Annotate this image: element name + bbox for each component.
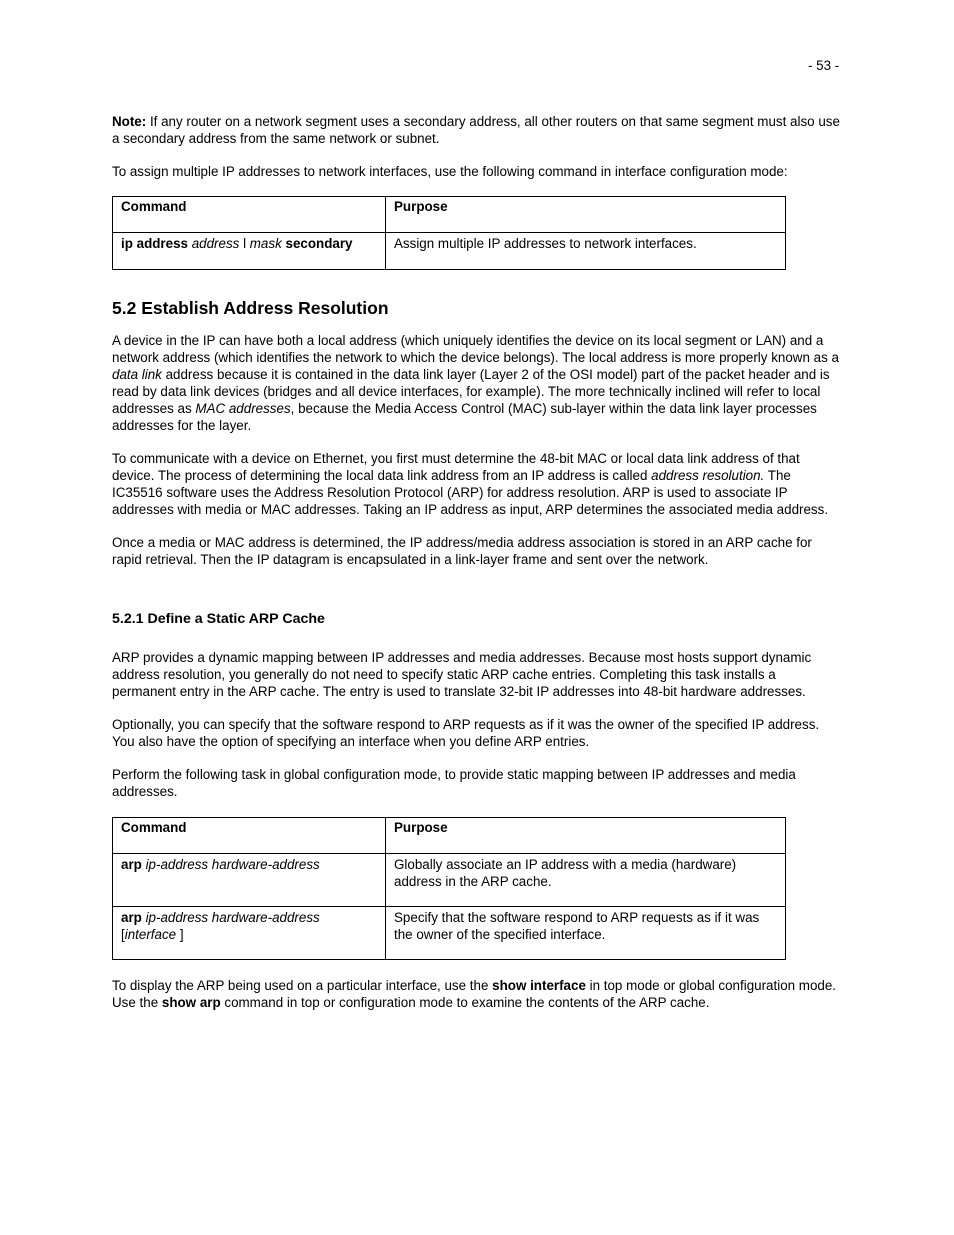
section-heading-5-2-1: 5.2.1 Define a Static ARP Cache — [112, 611, 325, 627]
command-table-arp — [112, 817, 786, 960]
command-cell — [113, 233, 386, 270]
cmd-arg-address: address — [191, 236, 240, 251]
text-run: To display the ARP being used on a particular interface, use the — [112, 978, 493, 993]
text-run: address because it is contained in the data link layer (Layer 2 of the OSI model) part of the packet header and is read by data link devices (bridges and all device interfaces, for example). The more technically inclined will refer to local addresses as — [112, 367, 830, 416]
italic-term: data link — [112, 367, 162, 382]
command-show-arp: show arp — [161, 995, 221, 1010]
table-row — [113, 233, 786, 270]
command-table-secondary — [112, 196, 786, 270]
text-run: command in top or configuration mode to examine the contents of the ARP cache. — [220, 995, 710, 1010]
purpose-cell: Globally associate an IP address with a media (hardware) address in the ARP cache. — [386, 854, 786, 907]
italic-term: address resolution. — [651, 468, 765, 483]
text-run: in top mode or global configuration mode. Use the — [112, 978, 837, 1010]
section-heading-5-2: 5.2 Establish Address Resolution — [112, 298, 389, 318]
section-5-2-paragraph-2 — [112, 450, 842, 518]
note-label: Note: — [112, 114, 147, 129]
cmd-args: ip-address hardware-address — [141, 857, 320, 872]
header-command: Command — [113, 818, 386, 854]
final-paragraph — [112, 977, 842, 1011]
cmd-separator: l — [239, 236, 250, 251]
note-paragraph — [112, 113, 842, 147]
text-run: The IC35516 software uses the Address Resolution Protocol (ARP) for address resolution. ARP is used to associate IP addresses with media or MAC addresses. Taking an IP address as input, ARP determines the associated media address. — [112, 468, 829, 517]
cmd-keyword: ip address — [121, 236, 188, 251]
cmd-bracket-close: ] — [176, 927, 184, 942]
cmd-args: ip-address hardware-address — [141, 910, 320, 925]
command-cell — [113, 907, 386, 960]
note-text: If any router on a network segment uses a secondary address, all other routers on that same segment must also use a secondary address from the same network or subnet. — [112, 114, 840, 146]
table-row — [113, 854, 786, 907]
cmd-keyword: arp — [121, 857, 142, 872]
command-cell — [113, 854, 386, 907]
text-run: , because the Media Access Control (MAC) sub-layer within the data link layer processes addresses for the layer. — [112, 401, 817, 433]
table-row — [113, 907, 786, 960]
command-show-interface: show interface — [492, 978, 586, 993]
cmd-arg-mask: mask — [249, 236, 282, 251]
cmd-keyword-secondary: secondary — [285, 236, 353, 251]
section-5-2-1-paragraph-2: Optionally, you can specify that the software respond to ARP requests as if it was the owner of the specified IP address. You also have the option of specifying an interface when you define ARP entries. — [112, 717, 820, 749]
header-purpose: Purpose — [386, 818, 786, 854]
purpose-cell: Specify that the software respond to ARP requests as if it was the owner of the specified interface. — [386, 907, 786, 960]
section-5-2-1-paragraph-3: Perform the following task in global configuration mode, to provide static mapping between IP addresses and media addresses. — [112, 767, 796, 799]
intro-paragraph: To assign multiple IP addresses to network interfaces, use the following command in interface configuration mode: — [112, 164, 788, 179]
text-run: To communicate with a device on Ethernet, you first must determine the 48-bit MAC or local data link address of that device. The process of determining the local data link address from an IP address is called — [112, 451, 800, 483]
page-content — [112, 113, 842, 1011]
cmd-bracket-open: [ — [121, 927, 125, 942]
header-purpose: Purpose — [386, 197, 786, 233]
italic-term: MAC addresses — [195, 401, 291, 416]
section-5-2-paragraph-1 — [112, 332, 842, 434]
cmd-keyword: arp — [121, 910, 142, 925]
page-number: - 53 - — [808, 58, 840, 73]
header-command: Command — [113, 197, 386, 233]
purpose-cell: Assign multiple IP addresses to network interfaces. — [386, 233, 786, 270]
table-header-row — [113, 197, 786, 233]
section-5-2-1-paragraph-1: ARP provides a dynamic mapping between IP addresses and media addresses. Because most hosts support dynamic address resolution, you generally do not need to specify static ARP cache entries. Completing this task installs a permanent entry in the ARP cache. The entry is used to translate 32-bit IP addresses into 48-bit hardware addresses. — [112, 650, 812, 699]
cmd-arg-interface: interface — [124, 927, 177, 942]
section-5-2-paragraph-3: Once a media or MAC address is determined, the IP address/media address association is stored in an ARP cache for rapid retrieval. Then the IP datagram is encapsulated in a link-layer frame and sent over the network. — [112, 535, 812, 567]
table-header-row — [113, 818, 786, 854]
text-run: A device in the IP can have both a local address (which uniquely identifies the device on its local segment or LAN) and a network address (which identifies the network to which the device belongs). The local address is more properly known as a — [112, 333, 839, 365]
